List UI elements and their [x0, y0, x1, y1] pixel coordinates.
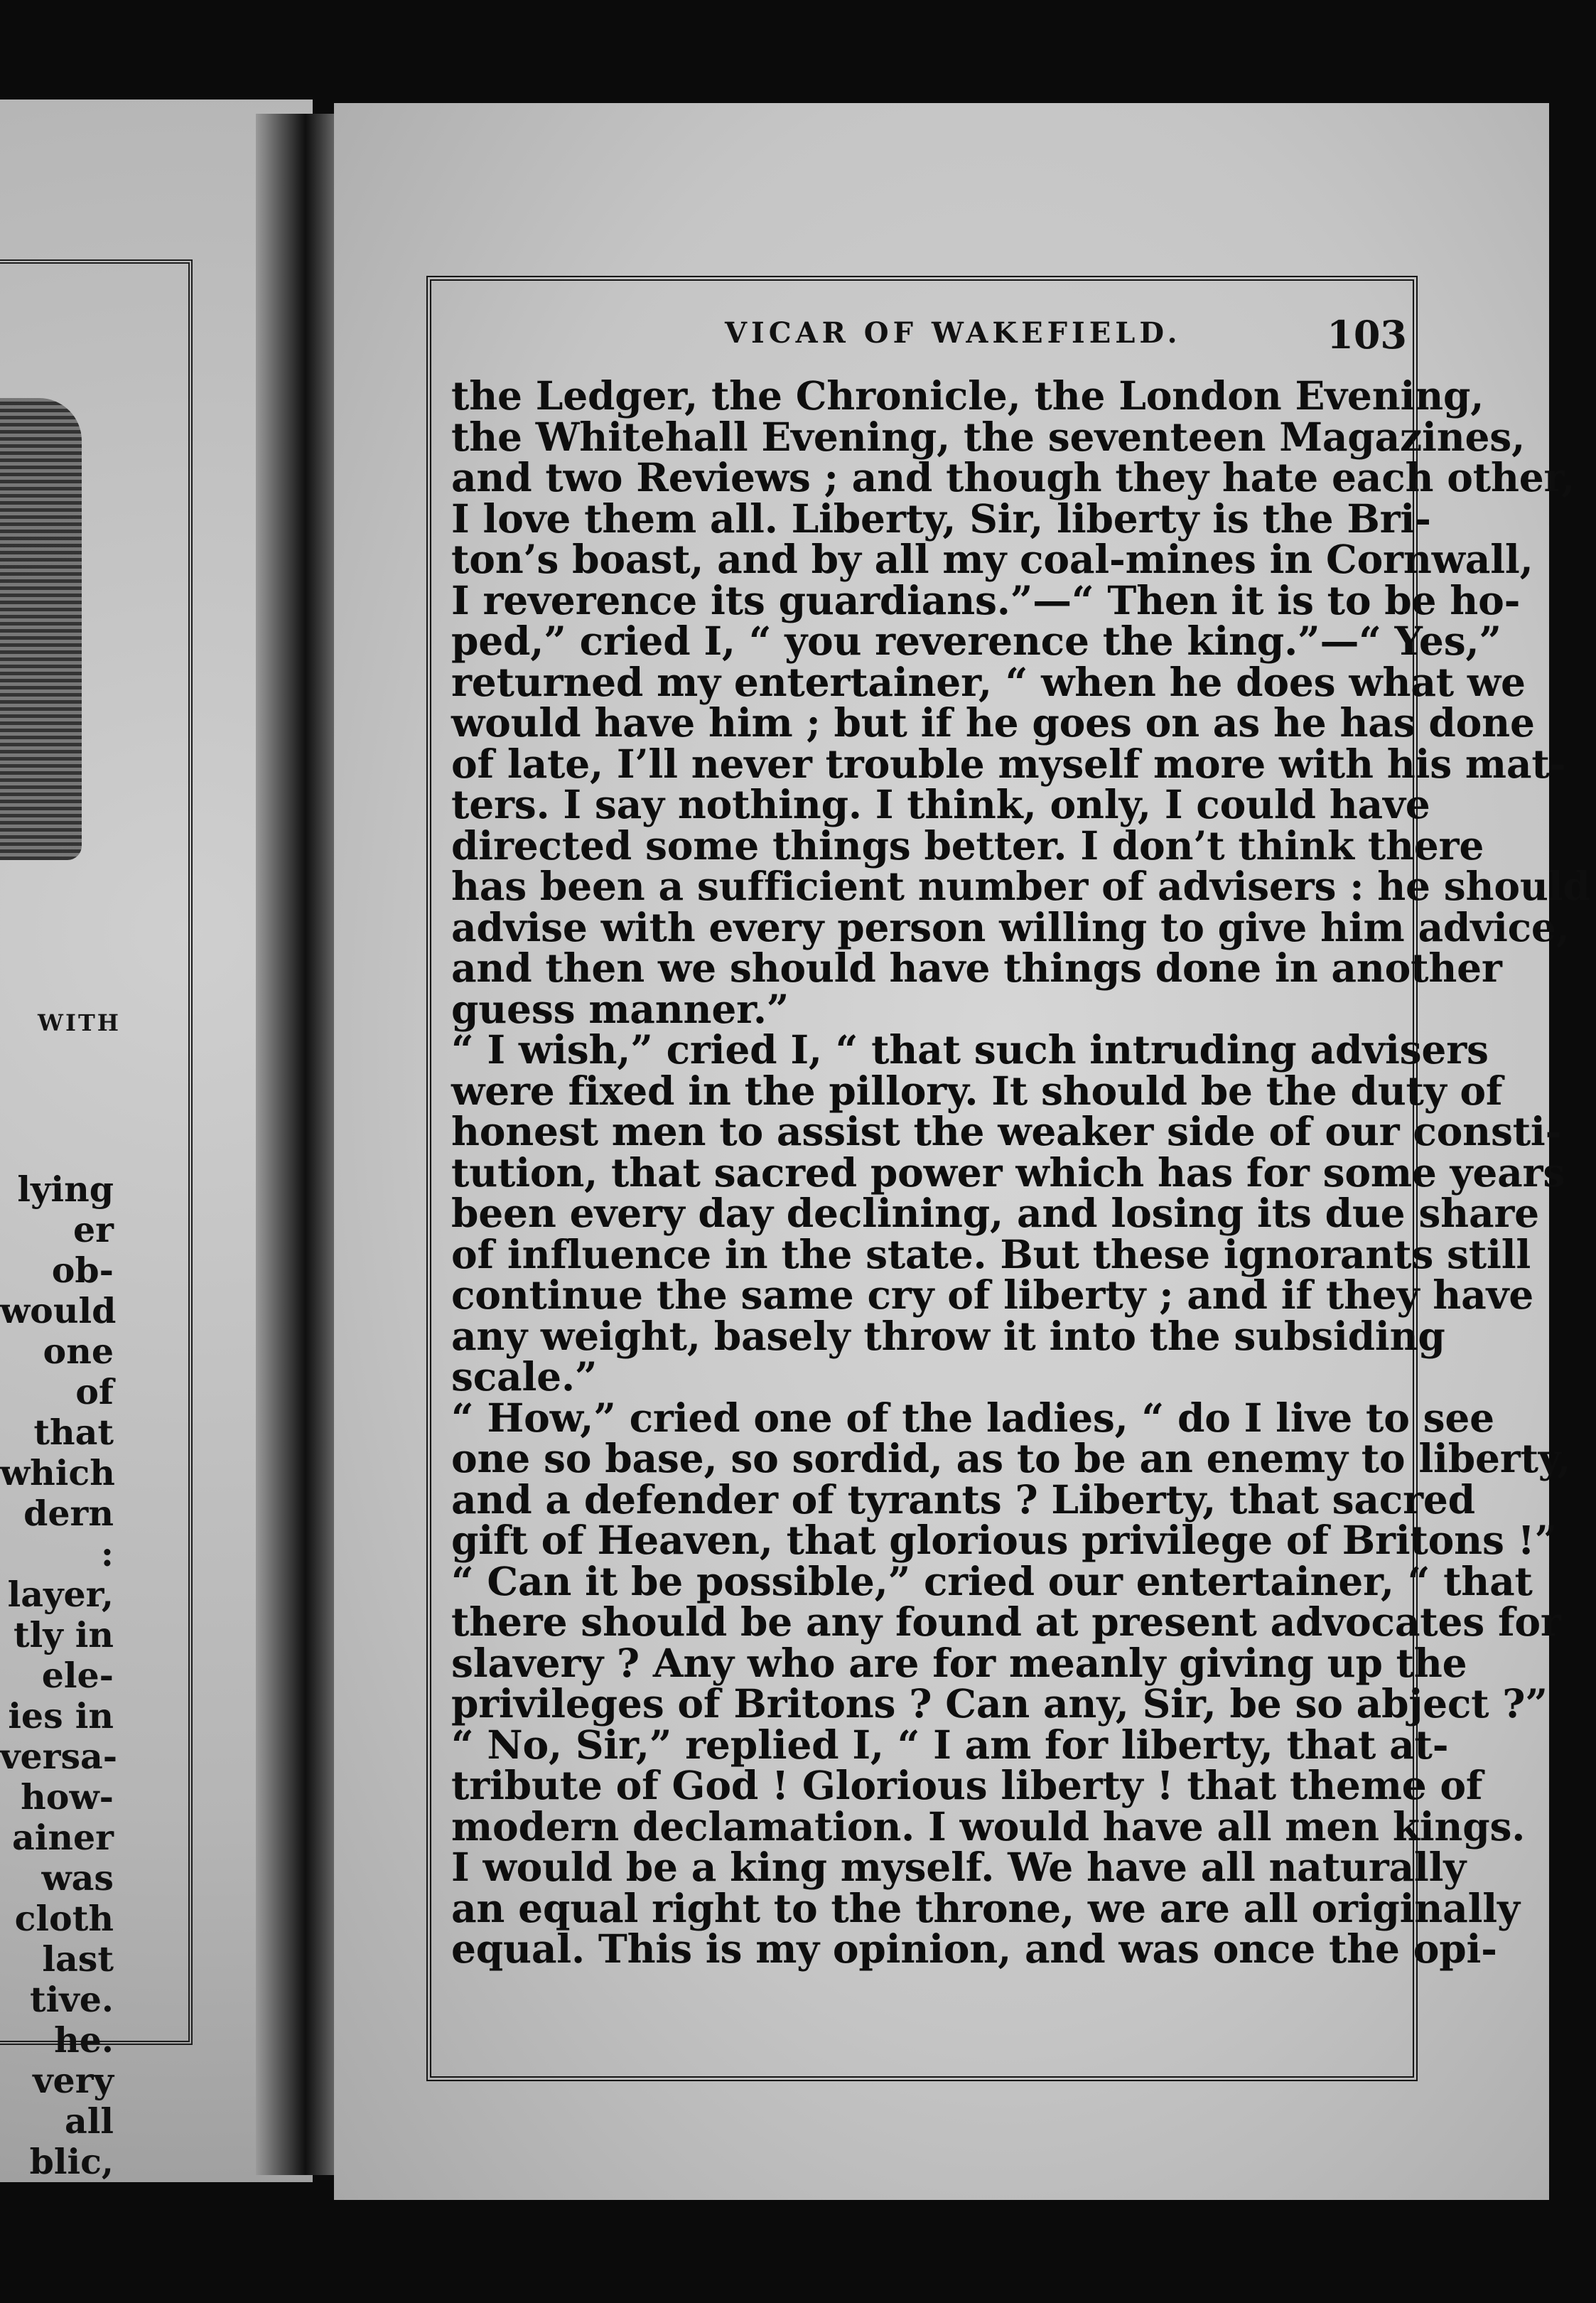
text-line: the Ledger, the Chronicle, the London Evening,	[451, 372, 1484, 419]
text-line: “ I wish,” cried I, “ that such intruding advisers	[451, 1026, 1489, 1073]
left-fragment: ies in	[8, 1695, 114, 1736]
left-fragment: ainer	[12, 1817, 114, 1858]
text-line: tribute of God ! Glorious liberty ! that theme of	[451, 1762, 1483, 1808]
running-head: VICAR OF WAKEFIELD.	[725, 316, 1182, 350]
text-line: of late, I’ll never trouble myself more with his mat-	[451, 740, 1566, 787]
left-fragment: dern :	[23, 1493, 114, 1574]
text-line: advise with every person willing to give him advice,	[451, 903, 1570, 950]
text-line: directed some things better. I don’t think there	[451, 822, 1484, 869]
left-fragment: blic,	[29, 2141, 114, 2182]
left-fragment: lying	[17, 1169, 114, 1210]
text-line: one so base, so sordid, as to be an enemy to liberty,	[451, 1435, 1571, 1481]
text-line: there should be any found at present advocates for	[451, 1599, 1561, 1645]
text-line: slavery ? Any who are for meanly giving up the	[451, 1639, 1467, 1686]
text-line: has been a sufficient number of advisers : he should	[451, 863, 1590, 909]
text-line: an equal right to the throne, we are all originally	[451, 1884, 1520, 1931]
text-line: would have him ; but if he goes on as he has done	[451, 699, 1535, 746]
text-line: of influence in the state. But these ignorants still	[451, 1230, 1531, 1277]
page-header	[725, 312, 1407, 366]
left-fragment: which	[0, 1452, 115, 1493]
left-fragment: last	[42, 1938, 114, 1980]
text-line: modern declamation. I would have all men kings.	[451, 1803, 1526, 1850]
page-number: 103	[1327, 312, 1407, 358]
text-line: returned my entertainer, “ when he does what we	[451, 658, 1526, 705]
left-page-fragments	[0, 1169, 118, 2182]
left-fragment: that	[33, 1412, 114, 1453]
left-fragment: how-	[21, 1776, 114, 1818]
text-line: were fixed in the pillory. It should be the duty of	[451, 1067, 1503, 1114]
text-line: gift of Heaven, that glorious privilege of Britons !”	[451, 1517, 1558, 1563]
left-fragment: ele-	[41, 1655, 114, 1696]
text-line: I love them all. Liberty, Sir, liberty is the Bri-	[451, 495, 1431, 542]
text-line: “ How,” cried one of the ladies, “ do I live to see	[451, 1394, 1494, 1441]
text-line: “ No, Sir,” replied I, “ I am for liberty, that at-	[451, 1721, 1449, 1768]
text-line: the Whitehall Evening, the seventeen Magazines,	[451, 413, 1526, 460]
text-line: and two Reviews ; and though they hate each other,	[451, 454, 1575, 500]
text-line: I would be a king myself. We have all naturally	[451, 1844, 1467, 1890]
text-line: guess manner.”	[451, 985, 789, 1032]
text-line: “ Can it be possible,” cried our entertainer, “ that	[451, 1557, 1533, 1604]
left-fragment: would	[0, 1290, 117, 1331]
text-line: ped,” cried I, “ you reverence the king.”—“ Yes,”	[451, 618, 1501, 664]
left-fragment: was	[41, 1857, 114, 1899]
body-text	[451, 372, 1590, 1972]
text-line: and then we should have things done in another	[451, 945, 1502, 991]
text-line: and a defender of tyrants ? Liberty, that sacred	[451, 1476, 1475, 1523]
text-line: been every day declining, and losing its due share	[451, 1190, 1539, 1236]
left-fragment: layer,	[7, 1574, 114, 1615]
text-line: privileges of Britons ? Can any, Sir, be so abject ?”	[451, 1680, 1548, 1727]
left-fragment: cloth	[14, 1898, 114, 1939]
text-line: honest men to assist the weaker side of our consti-	[451, 1108, 1562, 1154]
left-fragment: very	[33, 2060, 114, 2101]
text-line: I reverence its guardians.”—“ Then it is to be ho-	[451, 576, 1521, 623]
left-fragment: tly in	[13, 1614, 114, 1655]
text-line: ters. I say nothing. I think, only, I could have	[451, 781, 1430, 827]
left-fragment: er ob-	[51, 1209, 114, 1291]
left-fragment: versa-	[0, 1736, 118, 1777]
left-fragment: all	[65, 2100, 114, 2142]
text-line: continue the same cry of liberty ; and if they have	[451, 1272, 1534, 1318]
text-line: any weight, basely throw it into the subsiding	[451, 1312, 1445, 1359]
left-fragment: tive.	[30, 1979, 114, 2020]
left-caption: WITH	[38, 1009, 121, 1036]
text-line: equal. This is my opinion, and was once the opi-	[451, 1926, 1497, 1972]
engraving-illustration	[0, 398, 82, 860]
text-line: scale.”	[451, 1353, 598, 1400]
text-line: ton’s boast, and by all my coal-mines in Cornwall,	[451, 536, 1533, 582]
left-fragment: he.	[54, 2019, 114, 2061]
left-fragment: one of	[43, 1331, 114, 1412]
text-line: tution, that sacred power which has for some years	[451, 1149, 1565, 1196]
